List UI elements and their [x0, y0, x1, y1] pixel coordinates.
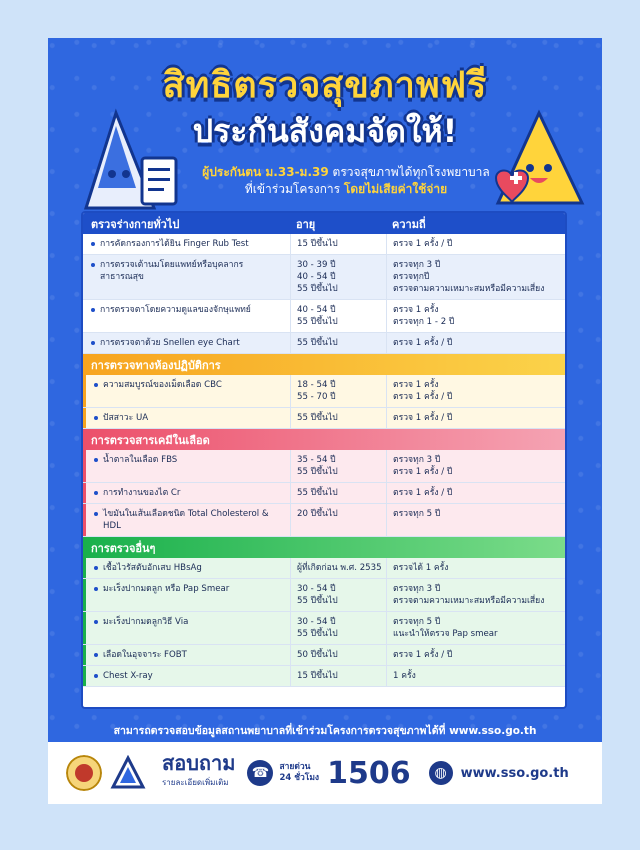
mascot-right-illustration — [484, 108, 594, 218]
bullet-icon — [91, 242, 95, 246]
row-age — [290, 375, 386, 407]
mascot-left-illustration — [76, 108, 186, 218]
row-frequency — [386, 300, 565, 332]
frequency-value: ตรวจตามความเหมาะสมหรือมีความเสี่ยง — [393, 596, 545, 606]
row-item — [83, 483, 290, 503]
row-frequency — [386, 450, 565, 482]
row-frequency — [386, 558, 565, 578]
frequency-value: ตรวจทุก 3 ปี — [393, 260, 441, 270]
bullet-icon — [94, 620, 98, 624]
row-frequency — [386, 579, 565, 611]
row-age — [290, 408, 386, 428]
age-value: 30 - 54 ปี — [297, 617, 336, 627]
ask-subtitle: รายละเอียดเพิ่มเติม — [162, 778, 229, 787]
table-row — [83, 450, 565, 483]
row-item — [83, 645, 290, 665]
frequency-value: ตรวจ 1 ครั้ง / ปี — [393, 338, 453, 348]
intro-text-1: ตรวจสุขภาพได้ทุกโรงพยาบาล — [328, 165, 490, 179]
row-item — [83, 504, 290, 536]
hotline-label — [279, 762, 319, 784]
intro-text — [196, 164, 496, 198]
row-age — [290, 300, 386, 332]
chem-section — [83, 450, 565, 537]
section-lab-title: การตรวจทางห้องปฏิบัติการ — [83, 354, 565, 375]
bullet-icon — [94, 491, 98, 495]
emblem-logo-icon — [66, 755, 102, 791]
row-item-label: การตรวจตาโดยความดูแลของจักษุแพทย์ — [100, 305, 251, 315]
table-row — [83, 255, 565, 300]
row-age — [290, 504, 386, 536]
row-item — [83, 450, 290, 482]
row-frequency — [386, 645, 565, 665]
row-item-label: การตรวจเต้านมโดยแพทย์หรือบุคลากร สาธารณสุข — [100, 260, 244, 282]
age-value: 40 - 54 ปี — [297, 305, 336, 315]
row-age — [290, 333, 386, 353]
table-row — [83, 558, 565, 579]
age-value: 55 ปีขึ้นไป — [297, 284, 338, 294]
info-note: สามารถตรวจสอบข้อมูลสถานพยาบาลที่เข้าร่วมโครงการตรวจสุขภาพได้ที่ www.sso.go.th — [113, 725, 537, 737]
row-item-label: เชื้อไวรัสตับอักเสบ HBsAg — [103, 563, 202, 573]
age-value: 55 ปีขึ้นไป — [297, 467, 338, 477]
row-item — [83, 558, 290, 578]
frequency-value: ตรวจทุก 3 ปี — [393, 584, 441, 594]
row-age — [290, 558, 386, 578]
row-frequency — [386, 255, 565, 299]
row-frequency — [386, 483, 565, 503]
row-age — [290, 255, 386, 299]
row-item — [83, 255, 290, 299]
row-age — [290, 612, 386, 644]
bullet-icon — [94, 674, 98, 678]
age-value: 40 - 54 ปี — [297, 272, 336, 282]
globe-icon: ◍ — [429, 761, 453, 785]
frequency-value: ตรวจทุกปี — [393, 272, 430, 282]
ask-title: สอบถาม — [162, 751, 236, 775]
row-item-label: การตรวจตาด้วย Snellen eye Chart — [100, 338, 240, 348]
row-item — [83, 612, 290, 644]
general-section — [83, 234, 565, 354]
intro-highlight-2: โดยไม่เสียค่าใช้จ่าย — [343, 182, 448, 196]
age-value: 55 ปีขึ้นไป — [297, 488, 338, 498]
bullet-icon — [94, 566, 98, 570]
age-value: 55 ปีขึ้นไป — [297, 629, 338, 639]
age-value: 30 - 54 ปี — [297, 584, 336, 594]
bullet-icon — [94, 416, 98, 420]
age-value: 15 ปีขึ้นไป — [297, 239, 338, 249]
poster — [48, 38, 602, 804]
table-row — [83, 333, 565, 354]
table-row — [83, 579, 565, 612]
phone-icon: ☎ — [247, 760, 273, 786]
row-item-label: มะเร็งปากมดลูก หรือ Pap Smear — [103, 584, 230, 594]
website-link[interactable]: www.sso.go.th — [460, 765, 569, 781]
frequency-value: ตรวจ 1 ครั้ง — [393, 305, 439, 315]
other-section — [83, 558, 565, 687]
row-item — [83, 375, 290, 407]
table-row — [83, 504, 565, 537]
age-value: 55 - 70 ปี — [297, 392, 336, 402]
poster-subtitle-title: ประกันสังคมจัดให้! — [192, 112, 458, 150]
frequency-value: 1 ครั้ง — [393, 671, 416, 681]
frequency-value: ตรวจ 1 ครั้ง / ปี — [393, 650, 453, 660]
row-item — [83, 234, 290, 254]
row-age — [290, 645, 386, 665]
table-row — [83, 300, 565, 333]
footer — [48, 742, 602, 804]
table-row — [83, 375, 565, 408]
frequency-value: ตรวจได้ 1 ครั้ง — [393, 563, 449, 573]
row-item-label: ไขมันในเส้นเลือดชนิด Total Cholesterol & HDL — [103, 509, 269, 531]
section-other-title: การตรวจอื่นๆ — [83, 537, 565, 558]
frequency-value: ตรวจ 1 ครั้ง / ปี — [393, 392, 453, 402]
row-item — [83, 579, 290, 611]
bullet-icon — [94, 383, 98, 387]
ask-block — [162, 751, 236, 792]
row-item-label: Chest X-ray — [103, 671, 153, 681]
age-value: 50 ปีขึ้นไป — [297, 650, 338, 660]
row-age — [290, 666, 386, 686]
table-row — [83, 408, 565, 429]
row-frequency — [386, 666, 565, 686]
section-chem-title: การตรวจสารเคมีในเลือด — [83, 429, 565, 450]
row-age — [290, 579, 386, 611]
row-item — [83, 408, 290, 428]
row-frequency — [386, 504, 565, 536]
age-value: 15 ปีขึ้นไป — [297, 671, 338, 681]
bullet-icon — [94, 458, 98, 462]
row-age — [290, 234, 386, 254]
row-frequency — [386, 234, 565, 254]
row-age — [290, 483, 386, 503]
header-age: อายุ — [296, 217, 316, 231]
age-value: ผู้ที่เกิดก่อน พ.ศ. 2535 — [297, 563, 382, 573]
frequency-value: แนะนำให้ตรวจ Pap smear — [393, 629, 498, 639]
age-value: 20 ปีขึ้นไป — [297, 509, 338, 519]
row-frequency — [386, 375, 565, 407]
row-item-label: การทำงานของไต Cr — [103, 488, 181, 498]
frequency-value: ตรวจทุก 5 ปี — [393, 617, 441, 627]
row-item-label: เลือดในอุจจาระ FOBT — [103, 650, 187, 660]
row-frequency — [386, 408, 565, 428]
lab-section — [83, 375, 565, 429]
poster-title: สิทธิตรวจสุขภาพฟรี — [162, 65, 488, 106]
table-row — [83, 483, 565, 504]
row-item — [83, 300, 290, 332]
age-value: 30 - 39 ปี — [297, 260, 336, 270]
hotline-line2: 24 ชั่วโมง — [279, 773, 320, 783]
row-frequency — [386, 612, 565, 644]
header-item: ตรวจร่างกายทั่วไป — [91, 217, 180, 231]
frequency-value: ตรวจตามความเหมาะสมหรือมีความเสี่ยง — [393, 284, 545, 294]
intro-highlight-1: ผู้ประกันตน ม.33-ม.39 — [202, 165, 329, 179]
intro-text-2: ที่เข้าร่วมโครงการ — [244, 182, 344, 196]
sso-logo-icon — [110, 755, 146, 791]
table-row — [83, 234, 565, 255]
row-age — [290, 450, 386, 482]
table-header — [83, 213, 565, 234]
bullet-icon — [91, 308, 95, 312]
age-value: 55 ปีขึ้นไป — [297, 596, 338, 606]
header-frequency: ความถี่ — [392, 217, 426, 231]
frequency-value: ตรวจ 1 ครั้ง / ปี — [393, 413, 453, 423]
age-value: 55 ปีขึ้นไป — [297, 413, 338, 423]
frequency-value: ตรวจทุก 3 ปี — [393, 455, 441, 465]
frequency-value: ตรวจ 1 ครั้ง / ปี — [393, 239, 453, 249]
age-value: 55 ปีขึ้นไป — [297, 317, 338, 327]
bullet-icon — [91, 341, 95, 345]
row-item-label: มะเร็งปากมดลูกวิธี Via — [103, 617, 189, 627]
bullet-icon — [91, 263, 95, 267]
frequency-value: ตรวจทุก 1 - 2 ปี — [393, 317, 455, 327]
row-item-label: น้ำตาลในเลือด FBS — [103, 455, 178, 465]
row-frequency — [386, 333, 565, 353]
frequency-value: ตรวจทุก 5 ปี — [393, 509, 441, 519]
hotline-number[interactable]: 1506 — [327, 755, 411, 791]
hotline-line1: สายด่วน — [279, 762, 311, 772]
age-value: 55 ปีขึ้นไป — [297, 338, 338, 348]
table-row — [83, 666, 565, 687]
bullet-icon — [94, 587, 98, 591]
table-row — [83, 612, 565, 645]
age-value: 35 - 54 ปี — [297, 455, 336, 465]
frequency-value: ตรวจ 1 ครั้ง — [393, 380, 439, 390]
table-row — [83, 645, 565, 666]
row-item-label: ความสมบูรณ์ของเม็ดเลือด CBC — [103, 380, 222, 390]
row-item-label: ปัสสาวะ UA — [103, 413, 149, 423]
frequency-value: ตรวจ 1 ครั้ง / ปี — [393, 467, 453, 477]
row-item-label: การคัดกรองการได้ยิน Finger Rub Test — [100, 239, 249, 249]
bullet-icon — [94, 653, 98, 657]
frequency-value: ตรวจ 1 ครั้ง / ปี — [393, 488, 453, 498]
age-value: 18 - 54 ปี — [297, 380, 336, 390]
bullet-icon — [94, 512, 98, 516]
benefits-table — [81, 211, 567, 709]
row-item — [83, 333, 290, 353]
row-item — [83, 666, 290, 686]
